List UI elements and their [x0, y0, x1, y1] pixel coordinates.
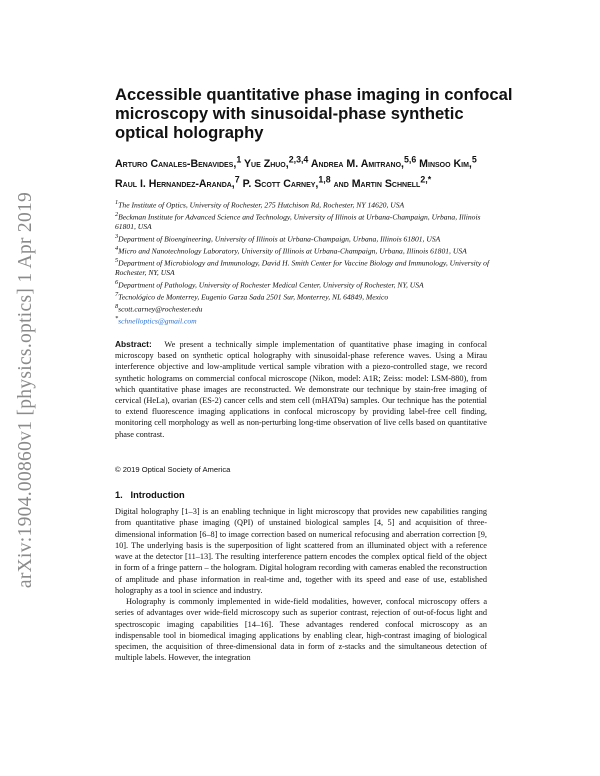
- author-name: P. Scott Carney,: [239, 177, 319, 190]
- body-paragraph: Holography is commonly implemented in wide-field modalities, however, confocal microscopy offers a series of advantages over wide-field microscopy such as superior contrast, rejection of out-of-focus light and spectroscopic imaging capabilities [14–16]. These advantages rendered confocal microscopy as an indispensable tool in biomedical imaging applications by enabling clear, high-contrast imaging of biological specimen, the acquisition of three-dimensional data in form of z-stacks and the simultaneous detection of multiple labels. However, the integration: [115, 597, 487, 663]
- affiliation-item: [115, 232, 500, 244]
- author-name: Raul I. Hernandez-Aranda,: [115, 177, 235, 190]
- affiliation-item: [115, 210, 500, 232]
- author-affiliation-sup: 1: [236, 154, 242, 164]
- arxiv-sidebar-stamp: [2, 180, 50, 600]
- affiliation-text: Department of Microbiology and Immunology, David H. Smith Center for Vaccine Biology and Immunology, University of Rochester, NY, USA: [115, 258, 490, 278]
- author-affiliation-sup: 7: [234, 174, 240, 185]
- section-heading: [115, 490, 185, 500]
- affiliation-sup: 5: [115, 257, 119, 265]
- author: [115, 174, 240, 190]
- author-affiliation-sup: 2,3,4: [288, 154, 309, 164]
- author: [239, 174, 331, 190]
- affiliation-item: [115, 244, 500, 256]
- affiliation-item: [115, 302, 500, 314]
- section-number: 1.: [115, 490, 123, 500]
- email-link[interactable]: schnelloptics@gmail.com: [118, 316, 197, 326]
- author-affiliation-sup: 1,8: [318, 174, 331, 185]
- author-name: Minsoo Kim,: [416, 157, 472, 170]
- affiliation-item: [115, 278, 500, 290]
- affiliation-sup: 1: [115, 199, 119, 206]
- affiliation-sup: 8: [115, 303, 119, 311]
- author-affiliation-sup: 5,6: [403, 154, 417, 164]
- author-list: [115, 152, 495, 192]
- affiliation-sup: 3: [115, 232, 119, 240]
- affiliation-text: Micro and Nanotechnology Laboratory, University of Illinois at Urbana-Champaign, Urbana, Illinois 61801, USA: [118, 246, 467, 256]
- author: [308, 154, 417, 170]
- author-affiliation-sup: 2,*: [420, 174, 432, 185]
- affiliation-sup: 6: [115, 278, 119, 286]
- affiliation-text: scott.carney@rochester.edu: [118, 304, 203, 314]
- body-paragraph: Digital holography [1–3] is an enabling technique in light microscopy that provides new capabilities ranging from quantitative phase imaging (QPI) of unstained biological samples [4, 5] and acquisition of three-dimensional information [6–8] to image correction based on numerical refocusing and aberration correction [9, 10]. The underlying basis is the superposition of light scattered from an illuminated object with a reference wave at the detector [11–13]. The resulting interference pattern encodes the complex optical field of the object in form of a fringe pattern – the hologram. Digital hologram recording with cameras enabled the reconstruction of amplitude and phase information in real-time and, together with its speed and ease of use, established holography as a tool in science and industry.: [115, 507, 487, 595]
- copyright-notice: © 2019 Optical Society of America: [115, 465, 231, 474]
- affiliation-text: Tecnológico de Monterrey, Eugenio Garza Sada 2501 Sur, Monterrey, NL 64849, Mexico: [118, 292, 389, 302]
- affiliation-item: [115, 290, 500, 302]
- affiliation-sup: 2: [115, 211, 119, 219]
- author-name: and Martin Schnell: [330, 177, 421, 190]
- author: [241, 154, 309, 170]
- affiliation-text: Department of Bioengineering, University of Illinois at Urbana-Champaign, Urbana, Illinois 61801, USA: [118, 234, 441, 244]
- section-body: [115, 506, 487, 664]
- paper-title: Accessible quantitative phase imaging in confocal microscopy with sinusoidal-phase synthetic optical holography: [115, 85, 513, 142]
- abstract-text: We present a technically simple implementation of quantitative phase imaging in confocal microscopy based on synthetic optical holography with sinusoidal-phase reference waves. Using a Mirau interference objective and low-amplitude vertical sample vibration with a piezo-controlled stage, we record synthetic holograms on commercial confocal microscope (Nikon, model: A1R; Zeiss: model: LSM-880), from which quantitative phase images are reconstructed. We demonstrate our technique by stain-free imaging of cervical (HeLa), ovarian (ES-2) cancer cells and stem cell (mHAT9a) samples. Our technique has the potential to extend fluorescence imaging applications in confocal microscopy by providing label-free cell finding, monitoring cell morphology as well as non-perturbing long-time observation of live cells based on quantitative phase contrast.: [115, 340, 487, 439]
- affiliation-sup: 4: [115, 244, 119, 252]
- affiliation-item: [115, 198, 500, 210]
- affiliation-text: Beckman Institute for Advanced Science and Technology, University of Illinois at Urbana-Champaign, Urbana, Illinois 61801, USA: [115, 212, 481, 232]
- arxiv-identifier: arXiv:1904.00860v1 [physics.optics] 1 Apr 2019: [15, 191, 36, 589]
- author: [115, 154, 242, 170]
- affiliation-item: [115, 256, 500, 278]
- author-name: Andrea M. Amitrano,: [308, 157, 404, 170]
- author-affiliation-sup: 5: [471, 154, 477, 164]
- abstract-label: Abstract:: [115, 339, 152, 349]
- affiliation-sup: *: [115, 315, 119, 323]
- author-name: Yue Zhuo,: [241, 157, 289, 170]
- author-name: Arturo Canales-Benavides,: [115, 157, 237, 170]
- affiliation-text: The Institute of Optics, University of Rochester, 275 Hutchison Rd, Rochester, NY 14620, USA: [118, 200, 405, 210]
- abstract: [115, 339, 487, 440]
- author: [330, 174, 432, 190]
- section-title: Introduction: [130, 490, 185, 500]
- affiliation-list: [115, 198, 500, 326]
- affiliation-sup: 7: [115, 290, 119, 298]
- affiliation-text: Department of Pathology, University of Rochester Medical Center, University of Rochester, NY, USA: [118, 280, 424, 290]
- author: [416, 154, 477, 170]
- corresponding-author-email: [115, 314, 500, 326]
